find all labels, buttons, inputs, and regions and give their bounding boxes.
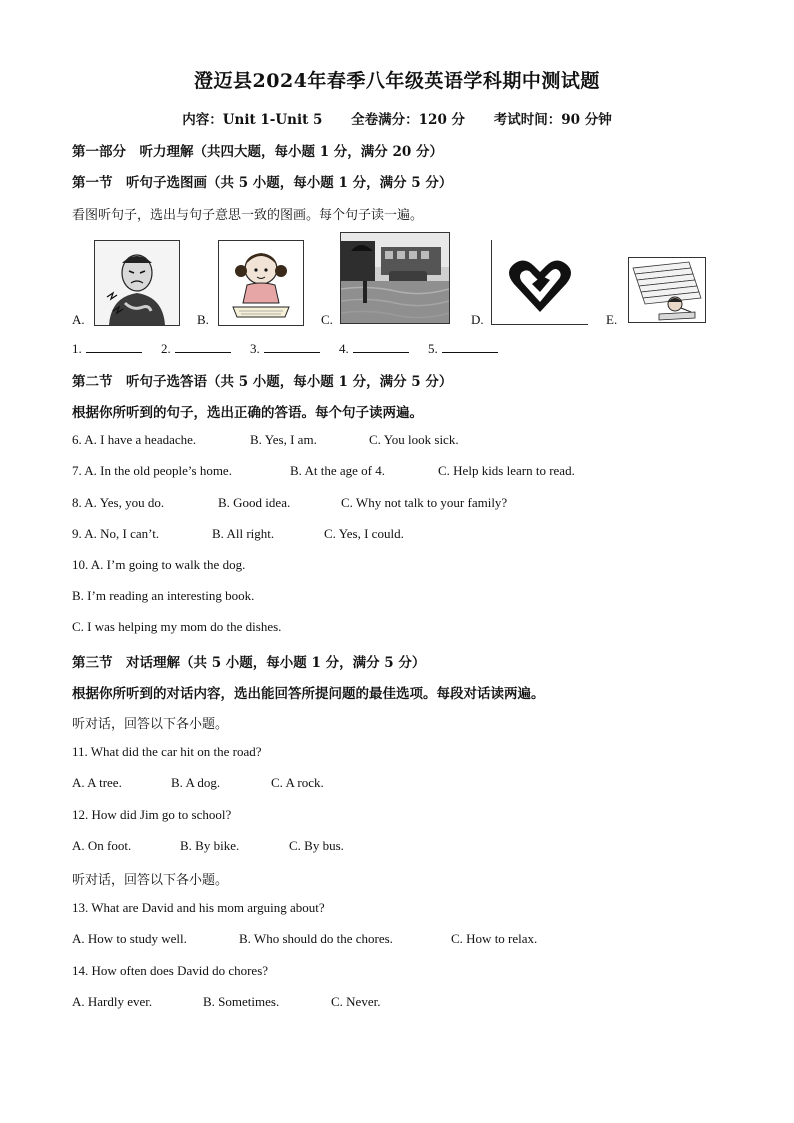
picture-e-homework-pile: [628, 257, 706, 323]
option: B. By bike.: [180, 838, 240, 853]
listen-instruction-1: 听对话，回答以下各小题。: [72, 717, 229, 732]
question-11: 11. What did the car hit on the road?: [72, 744, 262, 759]
picture-label-b: B.: [197, 312, 209, 327]
answer-blank-2[interactable]: 2.: [161, 340, 231, 357]
picture-a-sick-man: [94, 240, 180, 326]
question-14: 14. How often does David do chores?: [72, 963, 269, 978]
option: 9. A. No, I can’t.: [72, 526, 160, 541]
option: C. Never.: [331, 994, 381, 1009]
option: 6. A. I have a headache.: [72, 432, 197, 447]
picture-b-girl-reading: [218, 240, 304, 326]
option: B. A dog.: [171, 775, 221, 790]
picture-label-a: A.: [72, 312, 85, 327]
option: A. A tree.: [72, 775, 122, 790]
listen-instruction-2: 听对话，回答以下各小题。: [72, 873, 229, 888]
option: B. Good idea.: [218, 495, 291, 510]
part1-heading: 第一部分 听力理解（共四大题，每小题 1 分，满分 20 分）: [72, 144, 443, 160]
exam-time: 考试时间：90 分钟: [493, 112, 612, 128]
option: A. How to study well.: [72, 931, 187, 946]
option: C. A rock.: [271, 775, 324, 790]
option: C. Why not talk to your family?: [341, 495, 508, 510]
option: 8. A. Yes, you do.: [72, 495, 165, 510]
section3-instruction: 根据你所听到的对话内容，选出能回答所提问题的最佳选项。每段对话读两遍。: [72, 686, 545, 702]
section2-heading: 第二节 听句子选答语（共 5 小题，每小题 1 分，满分 5 分）: [72, 374, 453, 390]
option: B. Who should do the chores.: [239, 931, 393, 946]
exam-full-score: 全卷满分：120 分: [351, 112, 466, 128]
question-10-option-a: 10. A. I’m going to walk the dog.: [72, 557, 246, 572]
question-11-options: [72, 775, 324, 791]
exam-subtitle: [0, 108, 794, 128]
picture-c-flood-photo: [340, 232, 450, 324]
section1-answer-blanks: [72, 340, 514, 357]
option: C. By bus.: [289, 838, 344, 853]
answer-blank-4[interactable]: 4.: [339, 340, 409, 357]
option: 7. A. In the old people’s home.: [72, 463, 232, 478]
question-8: [72, 495, 507, 511]
question-12-options: [72, 838, 344, 854]
question-10-option-b: B. I’m reading an interesting book.: [72, 588, 255, 603]
question-7: [72, 463, 575, 479]
answer-blank-3[interactable]: 3.: [250, 340, 320, 357]
exam-title: 澄迈县2024年春季八年级英语学科期中测试题: [194, 70, 600, 92]
question-10-option-c: C. I was helping my mom do the dishes.: [72, 619, 282, 634]
question-9: [72, 526, 404, 542]
option: C. Yes, I could.: [324, 526, 404, 541]
option: B. All right.: [212, 526, 275, 541]
option: C. How to relax.: [451, 931, 538, 946]
section1-instruction: 看图听句子，选出与句子意思一致的图画。每个句子读一遍。: [72, 208, 424, 223]
answer-blank-5[interactable]: 5.: [428, 340, 498, 357]
option: C. Help kids learn to read.: [438, 463, 575, 478]
question-13-options: [72, 931, 537, 947]
section3-heading: 第三节 对话理解（共 5 小题，每小题 1 分，满分 5 分）: [72, 655, 426, 671]
option: B. Yes, I am.: [250, 432, 317, 447]
picture-label-e: E.: [606, 312, 618, 327]
exam-content: 内容：Unit 1-Unit 5: [182, 112, 323, 128]
option: B. Sometimes.: [203, 994, 280, 1009]
option: A. On foot.: [72, 838, 132, 853]
option: B. At the age of 4.: [290, 463, 385, 478]
question-6: [72, 432, 459, 448]
answer-blank-1[interactable]: 1.: [72, 340, 142, 357]
picture-label-d: D.: [471, 312, 484, 327]
question-14-options: [72, 994, 380, 1010]
option: C. You look sick.: [369, 432, 459, 447]
section1-heading: 第一节 听句子选图画（共 5 小题，每小题 1 分，满分 5 分）: [72, 175, 453, 191]
picture-label-c: C.: [321, 312, 333, 327]
option: A. Hardly ever.: [72, 994, 153, 1009]
picture-d-heart-hand-icon: [491, 240, 588, 325]
question-13: 13. What are David and his mom arguing about?: [72, 900, 325, 915]
question-12: 12. How did Jim go to school?: [72, 807, 232, 822]
section2-instruction: 根据你所听到的句子，选出正确的答语。每个句子读两遍。: [72, 405, 423, 421]
